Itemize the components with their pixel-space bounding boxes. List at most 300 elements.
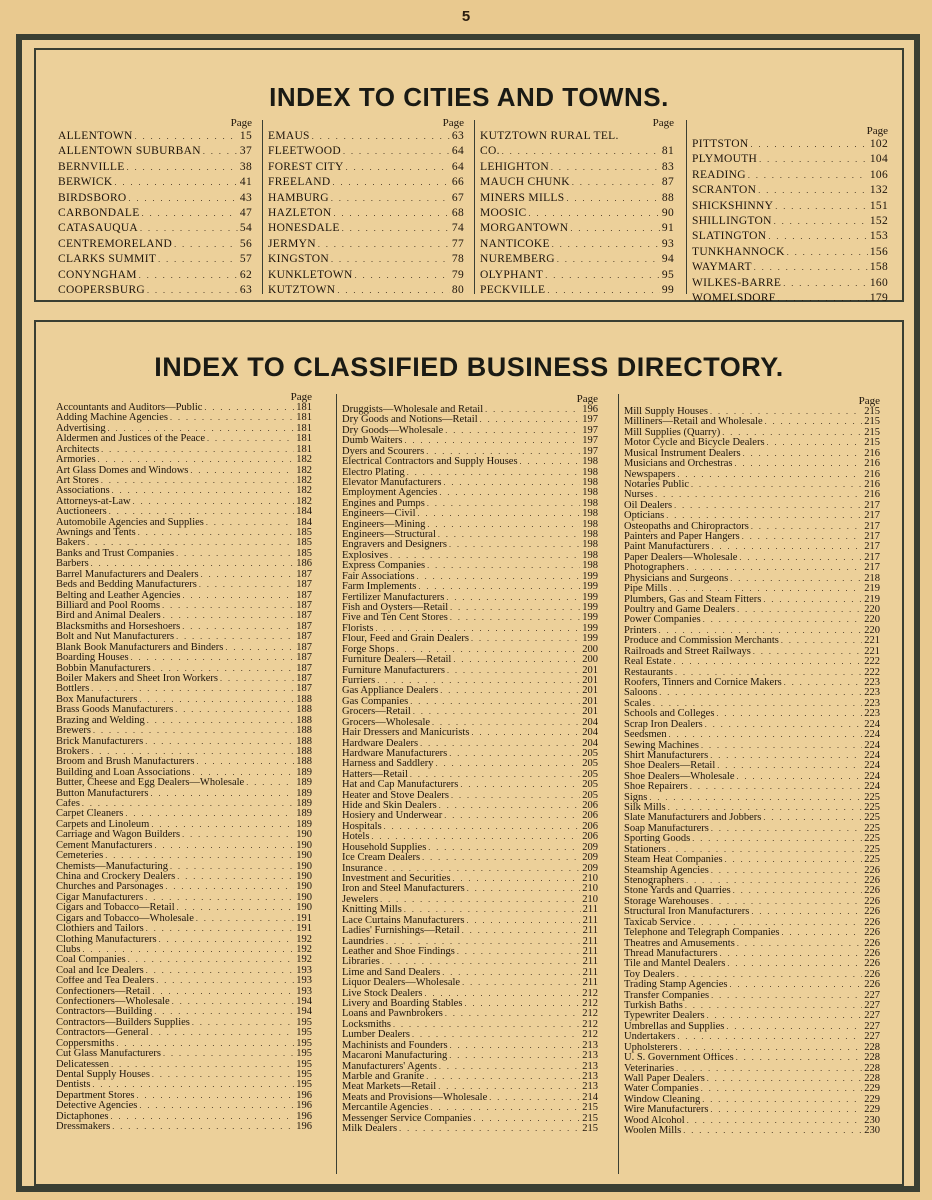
biz-page: 226: [864, 886, 880, 897]
biz-page: 211: [582, 905, 598, 916]
leader-dots: [781, 636, 862, 646]
biz-name: Awnings and Tents: [56, 528, 136, 539]
biz-name: Thread Manufacturers: [624, 948, 718, 959]
biz-page: 228: [864, 1053, 880, 1064]
leader-dots: [139, 1101, 294, 1111]
biz-entry: [624, 939, 880, 949]
biz-name: Cut Glass Manufacturers: [56, 1049, 161, 1060]
leader-dots: [125, 809, 294, 819]
biz-page: 215: [864, 438, 880, 449]
business-index-box: [34, 320, 904, 1186]
biz-entry: [342, 686, 598, 696]
leader-dots: [207, 434, 294, 444]
biz-entry: [624, 793, 880, 803]
leader-dots: [424, 989, 580, 999]
leader-dots: [140, 221, 238, 236]
leader-dots: [693, 918, 862, 928]
leader-dots: [377, 676, 580, 686]
leader-dots: [733, 886, 863, 896]
biz-entry: [56, 830, 312, 840]
biz-entry: [342, 572, 598, 582]
biz-page: 201: [582, 707, 598, 718]
city-page: 64: [451, 160, 464, 173]
city-page: 156: [869, 245, 888, 258]
biz-name: Toy Dealers: [624, 969, 675, 980]
biz-page: 229: [864, 1084, 880, 1095]
leader-dots: [427, 499, 580, 509]
biz-page: 216: [864, 490, 880, 501]
biz-name: China and Crockery Dealers: [56, 871, 176, 882]
biz-entry: [342, 749, 598, 759]
biz-entry: [342, 655, 598, 665]
leader-dots: [203, 144, 238, 159]
biz-entry: [624, 1084, 880, 1094]
biz-page: 199: [582, 582, 598, 593]
biz-name: Wire Manufacturers: [624, 1105, 709, 1116]
leader-dots: [177, 903, 295, 913]
city-entry: [58, 129, 252, 144]
leader-dots: [705, 720, 863, 730]
biz-page: 214: [582, 1092, 598, 1103]
city-page: 95: [661, 268, 674, 281]
biz-page: 226: [864, 948, 880, 959]
biz-entry: [342, 426, 598, 436]
biz-entry: [56, 935, 312, 945]
leader-dots: [445, 1009, 580, 1019]
biz-page: 187: [296, 642, 312, 653]
biz-page: 196: [296, 1090, 312, 1101]
leader-dots: [774, 214, 868, 229]
biz-name: Shoe Dealers—Wholesale: [624, 771, 735, 782]
leader-dots: [725, 855, 863, 865]
biz-page: 211: [582, 915, 598, 926]
city-entry: [268, 191, 464, 206]
biz-page: 215: [864, 427, 880, 438]
biz-page: 193: [296, 965, 312, 976]
biz-entry: [56, 528, 312, 538]
biz-entry: [342, 468, 598, 478]
biz-page: 204: [582, 728, 598, 739]
biz-name: Storage Warehouses: [624, 896, 709, 907]
leader-dots: [318, 237, 450, 252]
leader-dots: [460, 780, 580, 790]
leader-dots: [449, 749, 580, 759]
leader-dots: [502, 144, 660, 159]
biz-column: [342, 394, 598, 1135]
biz-name: Lime and Sand Dealers: [342, 967, 441, 978]
biz-page: 185: [296, 528, 312, 539]
biz-entry: [624, 782, 880, 792]
city-page: 37: [239, 145, 252, 158]
leader-dots: [754, 260, 868, 275]
leader-dots: [147, 283, 238, 298]
biz-entry: [624, 1022, 880, 1032]
city-entry: [692, 245, 888, 260]
leader-dots: [135, 129, 238, 144]
leader-dots: [552, 237, 660, 252]
biz-name: Engineers—Structural: [342, 530, 436, 541]
biz-entry: [624, 949, 880, 959]
biz-entry: [624, 678, 880, 688]
biz-name: Hat and Cap Manufacturers: [342, 780, 459, 791]
biz-page: 189: [296, 778, 312, 789]
biz-name: Furriers: [342, 675, 376, 686]
biz-name: Hatters—Retail: [342, 769, 408, 780]
leader-dots: [457, 947, 581, 957]
biz-entry: [342, 1009, 598, 1019]
biz-entry: [56, 653, 312, 663]
biz-page: 230: [864, 1115, 880, 1126]
biz-name: Manufacturers' Agents: [342, 1061, 437, 1072]
city-entry: [480, 283, 674, 298]
city-page: 79: [451, 268, 464, 281]
biz-entry: [624, 709, 880, 719]
biz-entry: [56, 1112, 312, 1122]
biz-entry: [342, 968, 598, 978]
leader-dots: [447, 666, 580, 676]
city-name: JERMYN: [268, 237, 316, 250]
biz-page: 211: [582, 978, 598, 989]
biz-name: Undertakers: [624, 1032, 676, 1043]
biz-name: Libraries: [342, 957, 380, 968]
leader-dots: [765, 417, 863, 427]
biz-entry: [624, 741, 880, 751]
leader-dots: [462, 926, 581, 936]
city-entry: [480, 129, 674, 144]
city-page: 151: [869, 199, 888, 212]
biz-page: 182: [296, 455, 312, 466]
biz-entry: [56, 903, 312, 913]
leader-dots: [422, 853, 580, 863]
leader-dots: [748, 168, 868, 183]
biz-entry: [624, 563, 880, 573]
city-name: HAZLETON: [268, 206, 332, 219]
biz-page: 230: [864, 1126, 880, 1137]
leader-dots: [449, 540, 580, 550]
leader-dots: [83, 945, 295, 955]
biz-page: 188: [296, 726, 312, 737]
biz-page: 188: [296, 757, 312, 768]
leader-dots: [145, 893, 294, 903]
leader-dots: [182, 622, 294, 632]
biz-name: Carpets and Linoleum: [56, 819, 150, 830]
biz-page: 211: [582, 967, 598, 978]
city-name: MORGANTOWN: [480, 222, 569, 235]
biz-page: 212: [582, 1030, 598, 1041]
biz-entry: [56, 820, 312, 830]
biz-entry: [624, 615, 880, 625]
biz-page: 185: [296, 538, 312, 549]
leader-dots: [674, 501, 862, 511]
column-divider: [474, 120, 475, 294]
biz-name: Locksmiths: [342, 1019, 391, 1030]
biz-entry: [624, 532, 880, 542]
city-name: EMAUS: [268, 130, 310, 142]
leader-dots: [129, 191, 238, 206]
biz-entry: [342, 405, 598, 415]
leader-dots: [382, 957, 581, 967]
biz-name: Theatres and Amusements: [624, 938, 735, 949]
leader-dots: [413, 707, 580, 717]
biz-entry: [624, 407, 880, 417]
biz-entry: [342, 947, 598, 957]
biz-entry: [56, 611, 312, 621]
biz-name: Mill Supply Houses: [624, 407, 709, 417]
leader-dots: [717, 761, 862, 771]
biz-name: Attorneys-at-Law: [56, 496, 131, 507]
biz-entry: [624, 1043, 880, 1053]
biz-entry: [342, 561, 598, 571]
city-page: 94: [661, 253, 674, 266]
biz-page: 224: [864, 771, 880, 782]
leader-dots: [172, 997, 295, 1007]
biz-name: Contractors—General: [56, 1028, 149, 1039]
biz-entry: [624, 928, 880, 938]
city-name: CO.: [480, 145, 500, 158]
city-entry: [268, 175, 464, 190]
biz-entry: [342, 1093, 598, 1103]
city-page: 152: [869, 214, 888, 227]
biz-name: Grocers—Wholesale: [342, 717, 431, 728]
biz-entry: [342, 1020, 598, 1030]
biz-entry: [56, 726, 312, 736]
biz-page: 224: [864, 730, 880, 741]
biz-page: 190: [296, 882, 312, 893]
biz-page: 187: [296, 653, 312, 664]
biz-name: Saloons: [624, 688, 658, 699]
biz-name: Wood Alcohol: [624, 1115, 685, 1126]
biz-name: Harness and Saddlery: [342, 759, 434, 770]
leader-dots: [152, 1070, 294, 1080]
leader-dots: [412, 1030, 580, 1040]
biz-page: 199: [582, 613, 598, 624]
biz-name: Contractors—Building: [56, 1007, 153, 1018]
biz-entry: [342, 582, 598, 592]
biz-name: U. S. Government Offices: [624, 1053, 734, 1064]
biz-column: [624, 396, 880, 1137]
biz-name: Trading Stamp Agencies: [624, 980, 728, 991]
city-page: 78: [451, 253, 464, 266]
biz-name: Oil Dealers: [624, 500, 673, 511]
biz-page: 190: [296, 851, 312, 862]
city-page: 87: [661, 176, 674, 189]
biz-entry: [624, 761, 880, 771]
column-divider: [262, 120, 263, 294]
biz-entry: [56, 570, 312, 580]
biz-entry: [624, 522, 880, 532]
biz-page: 226: [864, 875, 880, 886]
biz-entry: [56, 841, 312, 851]
biz-name: Knitting Mills: [342, 905, 402, 916]
biz-name: Slate Manufacturers and Jobbers: [624, 813, 762, 824]
city-name: ALLENTOWN SUBURBAN: [58, 145, 201, 158]
city-entry: [268, 144, 464, 159]
page-number: 5: [461, 8, 471, 25]
leader-dots: [711, 991, 862, 1001]
leader-dots: [174, 237, 238, 252]
biz-page: 189: [296, 767, 312, 778]
biz-page: 197: [582, 446, 598, 457]
leader-dots: [768, 229, 868, 244]
biz-page: 187: [296, 580, 312, 591]
biz-entry: [624, 1126, 880, 1136]
biz-name: Laundries: [342, 936, 384, 947]
leader-dots: [758, 183, 868, 198]
biz-name: Insurance: [342, 863, 383, 874]
city-name: MAUCH CHUNK: [480, 176, 570, 189]
biz-name: Carriage and Wagon Builders: [56, 830, 181, 841]
biz-entry: [624, 636, 880, 646]
biz-entry: [342, 707, 598, 717]
leader-dots: [551, 160, 660, 175]
leader-dots: [545, 268, 660, 283]
biz-page: 195: [296, 1049, 312, 1060]
biz-name: Silk Mills: [624, 803, 666, 814]
city-page: 90: [661, 206, 674, 219]
biz-name: Sewing Machines: [624, 740, 699, 751]
biz-name: Macaroni Manufacturing: [342, 1051, 448, 1062]
biz-page: 195: [296, 1028, 312, 1039]
biz-entry: [56, 1039, 312, 1049]
biz-entry: [624, 907, 880, 917]
biz-name: Engravers and Designers: [342, 540, 447, 551]
city-name: SCRANTON: [692, 184, 757, 197]
leader-dots: [116, 1039, 294, 1049]
leader-dots: [763, 595, 862, 605]
biz-name: Scrap Iron Dealers: [624, 719, 703, 730]
biz-name: Newspapers: [624, 469, 676, 480]
biz-entry: [342, 1103, 598, 1113]
biz-name: Fair Associations: [342, 571, 415, 582]
biz-page: 213: [582, 1051, 598, 1062]
biz-name: Box Manufacturers: [56, 694, 138, 705]
city-entry: [692, 183, 888, 198]
biz-entry: [624, 886, 880, 896]
leader-dots: [716, 709, 862, 719]
city-page: 74: [451, 222, 464, 235]
biz-name: Nurses: [624, 490, 654, 501]
leader-dots: [452, 874, 580, 884]
leader-dots: [710, 751, 862, 761]
biz-name: Schools and Colleges: [624, 709, 715, 720]
biz-page: 227: [864, 1032, 880, 1043]
biz-page: 187: [296, 621, 312, 632]
biz-entry: [56, 705, 312, 715]
biz-name: Electro Plating: [342, 467, 405, 478]
biz-entry: [342, 864, 598, 874]
biz-name: Cafes: [56, 799, 80, 810]
biz-name: Painters and Paper Hangers: [624, 532, 740, 543]
biz-name: Fertilizer Manufacturers: [342, 592, 445, 603]
city-entry: [58, 221, 252, 236]
biz-name: Architects: [56, 444, 100, 455]
biz-entry: [342, 1124, 598, 1134]
biz-page: 217: [864, 532, 880, 543]
city-page: 153: [869, 230, 888, 243]
biz-page: 226: [864, 938, 880, 949]
biz-page: 200: [582, 644, 598, 655]
biz-page: 212: [582, 1019, 598, 1030]
page-column-label: Page: [290, 391, 312, 403]
biz-page: 198: [582, 498, 598, 509]
cities-index-box: [34, 48, 904, 302]
biz-page: 199: [582, 634, 598, 645]
leader-dots: [674, 657, 863, 667]
biz-page: 201: [582, 675, 598, 686]
city-entry: [268, 252, 464, 267]
leader-dots: [669, 584, 862, 594]
biz-page: 181: [296, 423, 312, 434]
city-page: 102: [869, 138, 888, 150]
city-entry: [58, 252, 252, 267]
city-name: NUREMBERG: [480, 253, 555, 266]
city-column: [58, 118, 252, 298]
biz-page: 221: [864, 636, 880, 647]
biz-entry: [56, 434, 312, 444]
biz-name: Clothing Manufacturers: [56, 934, 157, 945]
biz-page: 212: [582, 1009, 598, 1020]
biz-page: 195: [296, 1017, 312, 1028]
biz-entry: [56, 872, 312, 882]
biz-name: Motor Cycle and Bicycle Dealers: [624, 438, 765, 449]
biz-entry: [624, 501, 880, 511]
leader-dots: [659, 626, 863, 636]
biz-page: 190: [296, 903, 312, 914]
leader-dots: [418, 582, 580, 592]
biz-entry: [56, 976, 312, 986]
city-name: READING: [692, 168, 746, 181]
leader-dots: [334, 206, 450, 221]
leader-dots: [446, 593, 580, 603]
leader-dots: [444, 811, 580, 821]
biz-entry: [342, 728, 598, 738]
biz-entry: [624, 490, 880, 500]
city-entry: [692, 199, 888, 214]
biz-entry: [624, 845, 880, 855]
biz-page: 217: [864, 521, 880, 532]
biz-page: 188: [296, 694, 312, 705]
biz-page: 189: [296, 799, 312, 810]
biz-page: 225: [864, 823, 880, 834]
biz-page: 198: [582, 530, 598, 541]
city-name: SLATINGTON: [692, 230, 767, 243]
biz-page: 181: [296, 444, 312, 455]
biz-entry: [624, 511, 880, 521]
biz-entry: [56, 497, 312, 507]
biz-page: 195: [296, 1070, 312, 1080]
biz-page: 187: [296, 684, 312, 695]
leader-dots: [653, 699, 862, 709]
biz-name: Lumber Dealers: [342, 1030, 410, 1041]
city-entry: [692, 276, 888, 291]
leader-dots: [426, 1072, 580, 1082]
biz-page: 211: [582, 946, 598, 957]
biz-entry: [56, 674, 312, 684]
leader-dots: [751, 907, 862, 917]
biz-name: Pipe Mills: [624, 584, 668, 595]
leader-dots: [399, 1124, 580, 1134]
biz-entry: [342, 937, 598, 947]
leader-dots: [404, 905, 581, 915]
leader-dots: [707, 1011, 863, 1021]
biz-name: Printers: [624, 625, 657, 636]
biz-page: 213: [582, 1082, 598, 1093]
biz-entry: [56, 851, 312, 861]
leader-dots: [442, 968, 580, 978]
biz-entry: [342, 718, 598, 728]
biz-page: 205: [582, 759, 598, 770]
biz-page: 225: [864, 803, 880, 814]
